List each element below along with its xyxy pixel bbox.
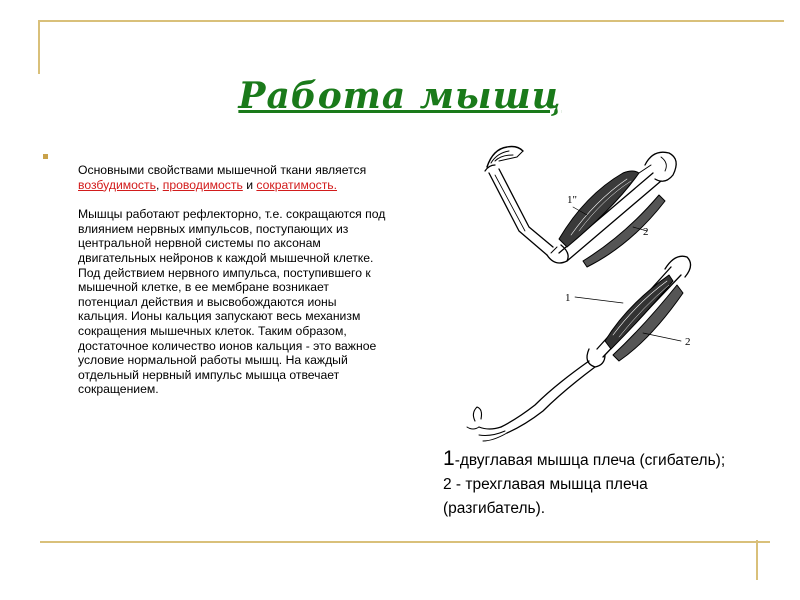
properties-intro: Основными свойствами мышечной ткани является — [78, 163, 367, 177]
caption-number-1: 1 — [443, 447, 455, 470]
paragraph-properties — [78, 163, 388, 192]
figure-label-bottom-1: 1 — [565, 292, 571, 304]
extended-arm-drawing — [467, 256, 691, 441]
bullet-marker — [43, 154, 48, 159]
caption-biceps: -двуглавая мышца плеча (сгибатель); — [454, 452, 726, 469]
frame-line-right — [756, 540, 758, 580]
term-contractility: сократимость. — [256, 177, 338, 192]
caption-line-triceps: 2 - трехглавая мышца плеча (разгибатель). — [443, 476, 648, 517]
term-excitability: возбудимость — [78, 177, 156, 192]
caption-line-biceps — [443, 447, 743, 473]
figure-label-bottom-2: 2 — [685, 336, 691, 348]
term-conductivity: проводимость — [162, 177, 243, 192]
arm-muscles-illustration — [455, 135, 745, 445]
frame-line-left — [38, 20, 40, 74]
figure-label-top-1: 1" — [567, 194, 577, 206]
body-text — [78, 163, 388, 397]
frame-line-bottom — [40, 541, 770, 543]
separator: и — [242, 177, 257, 192]
slide-title: Работа мышц — [238, 75, 562, 117]
frame-line-top — [38, 20, 784, 22]
flexed-arm-drawing — [485, 147, 676, 268]
separator: , — [155, 177, 163, 192]
figure-caption — [443, 447, 743, 521]
figure-label-top-2: 2 — [643, 226, 649, 238]
paragraph-reflex: Мышцы работают рефлекторно, т.е. сокращаются под влиянием нервных импульсов, поступающих из центральной нервной системы по аксонам двигательных нейронов к каждой мышечной клетке. Под действием нервного импульса, поступившего к мышечной клетке, в ее мембране возникает потенциал действия и высвобождаются ионы кальция. Ионы кальция запускают весь механизм сокращения мышечных клеток. Таким образом, достаточное количество ионов кальция - это важное условие нормальной работы мышц. На каждый отдельный нервный импульс мышца отвечает сокращением. — [78, 207, 386, 397]
